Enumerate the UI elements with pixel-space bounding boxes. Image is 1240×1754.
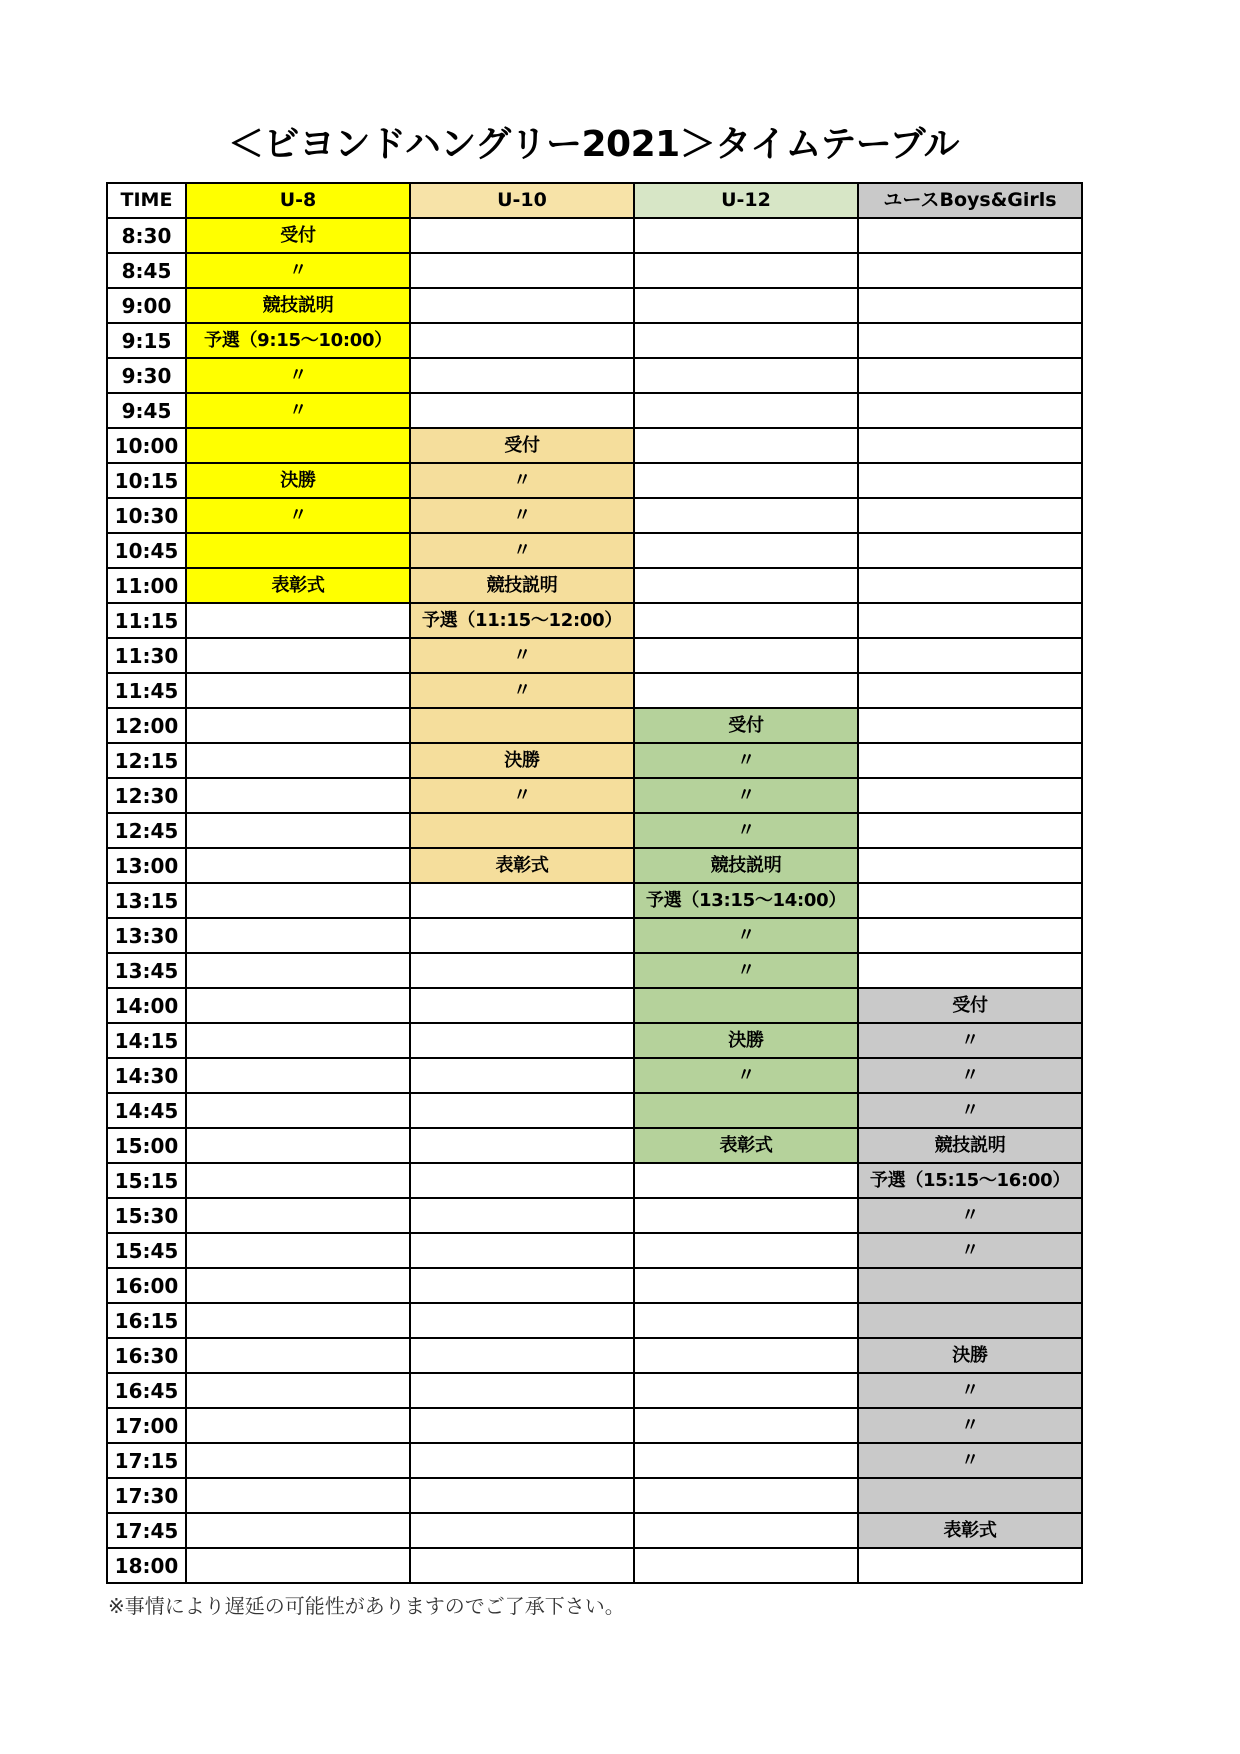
slot-cell-u12: 予選（13:15～14:00） [634,883,858,918]
slot-cell-u12: 表彰式 [634,1128,858,1163]
slot-cell-u10 [410,988,634,1023]
slot-cell-u8 [186,1303,410,1338]
slot-cell-u12 [634,1163,858,1198]
time-cell: 14:30 [107,1058,186,1093]
slot-cell-u10 [410,1338,634,1373]
slot-cell-u8: 競技説明 [186,288,410,323]
time-cell: 13:45 [107,953,186,988]
table-row [107,253,1082,288]
slot-cell-u12: 〃 [634,813,858,848]
slot-cell-youth: 〃 [858,1373,1082,1408]
table-row [107,883,1082,918]
time-cell: 11:30 [107,638,186,673]
table-row [107,1128,1082,1163]
time-cell: 14:45 [107,1093,186,1128]
slot-cell-u12 [634,1548,858,1583]
header-row [107,183,1082,218]
time-cell: 9:00 [107,288,186,323]
slot-cell-u12: 〃 [634,743,858,778]
slot-cell-u8 [186,953,410,988]
table-row [107,1093,1082,1128]
table-row [107,1478,1082,1513]
table-row [107,673,1082,708]
slot-cell-youth: 表彰式 [858,1513,1082,1548]
slot-cell-u8 [186,533,410,568]
slot-cell-u10 [410,1163,634,1198]
slot-cell-u10 [410,218,634,253]
slot-cell-youth [858,743,1082,778]
time-cell: 15:45 [107,1233,186,1268]
footnote: ※事情により遅延の可能性がありますのでご了承下さい。 [108,1594,625,1618]
slot-cell-u12: 〃 [634,778,858,813]
slot-cell-u10 [410,1023,634,1058]
slot-cell-u10 [410,1443,634,1478]
time-cell: 17:00 [107,1408,186,1443]
slot-cell-u10 [410,1408,634,1443]
slot-cell-youth: 予選（15:15～16:00） [858,1163,1082,1198]
slot-cell-u8 [186,918,410,953]
slot-cell-u12 [634,1478,858,1513]
table-row [107,848,1082,883]
time-cell: 15:30 [107,1198,186,1233]
slot-cell-u10 [410,953,634,988]
slot-cell-u8 [186,1058,410,1093]
slot-cell-youth: 〃 [858,1058,1082,1093]
slot-cell-youth [858,708,1082,743]
time-cell: 9:45 [107,393,186,428]
table-row [107,1233,1082,1268]
slot-cell-u10: 〃 [410,673,634,708]
slot-cell-u8 [186,708,410,743]
slot-cell-u10: 受付 [410,428,634,463]
slot-cell-u8 [186,1128,410,1163]
slot-cell-u8 [186,1268,410,1303]
slot-cell-u8 [186,848,410,883]
slot-cell-u12 [634,1443,858,1478]
slot-cell-youth [858,848,1082,883]
slot-cell-u12 [634,1373,858,1408]
table-row [107,1373,1082,1408]
slot-cell-u8: 〃 [186,498,410,533]
slot-cell-u10 [410,1373,634,1408]
table-row [107,1163,1082,1198]
slot-cell-u8: 受付 [186,218,410,253]
slot-cell-u10 [410,1128,634,1163]
slot-cell-u12 [634,288,858,323]
slot-cell-u12 [634,568,858,603]
table-row [107,813,1082,848]
slot-cell-u8 [186,428,410,463]
time-cell: 15:15 [107,1163,186,1198]
time-cell: 9:15 [107,323,186,358]
slot-cell-youth: 競技説明 [858,1128,1082,1163]
slot-cell-u12 [634,323,858,358]
table-row [107,358,1082,393]
slot-cell-u10 [410,253,634,288]
table-row [107,568,1082,603]
time-cell: 10:45 [107,533,186,568]
slot-cell-u8 [186,1373,410,1408]
slot-cell-u12 [634,533,858,568]
slot-cell-u8: 〃 [186,253,410,288]
slot-cell-u12 [634,253,858,288]
time-cell: 11:15 [107,603,186,638]
slot-cell-u12 [634,1513,858,1548]
slot-cell-youth [858,1478,1082,1513]
slot-cell-u8 [186,1513,410,1548]
slot-cell-u10 [410,813,634,848]
table-row [107,953,1082,988]
time-cell: 17:15 [107,1443,186,1478]
table-row [107,498,1082,533]
slot-cell-u10: 競技説明 [410,568,634,603]
slot-cell-u10 [410,918,634,953]
slot-cell-u10 [410,1093,634,1128]
slot-cell-u12 [634,1338,858,1373]
slot-cell-youth [858,673,1082,708]
slot-cell-u12 [634,673,858,708]
slot-cell-u10 [410,1268,634,1303]
slot-cell-youth [858,918,1082,953]
slot-cell-youth: 〃 [858,1198,1082,1233]
table-row [107,218,1082,253]
table-row [107,1023,1082,1058]
time-cell: 14:00 [107,988,186,1023]
slot-cell-youth: 〃 [858,1443,1082,1478]
time-cell: 16:00 [107,1268,186,1303]
slot-cell-youth [858,428,1082,463]
slot-cell-u8 [186,673,410,708]
slot-cell-u10 [410,1478,634,1513]
slot-cell-u12 [634,358,858,393]
slot-cell-u12: 競技説明 [634,848,858,883]
slot-cell-u10: 〃 [410,533,634,568]
slot-cell-u10: 〃 [410,463,634,498]
slot-cell-youth [858,253,1082,288]
header-u10: U-10 [410,183,634,218]
time-cell: 16:15 [107,1303,186,1338]
slot-cell-u12 [634,988,858,1023]
slot-cell-youth [858,813,1082,848]
time-cell: 8:30 [107,218,186,253]
slot-cell-u8: 決勝 [186,463,410,498]
slot-cell-u8 [186,1443,410,1478]
header-time: TIME [107,183,186,218]
time-cell: 12:15 [107,743,186,778]
table-row [107,1443,1082,1478]
time-cell: 8:45 [107,253,186,288]
slot-cell-youth: 〃 [858,1408,1082,1443]
slot-cell-youth [858,218,1082,253]
slot-cell-u8 [186,743,410,778]
table-row [107,1198,1082,1233]
time-cell: 13:30 [107,918,186,953]
table-row [107,1303,1082,1338]
slot-cell-u12 [634,218,858,253]
time-cell: 12:00 [107,708,186,743]
slot-cell-u12 [634,1233,858,1268]
table-row [107,743,1082,778]
slot-cell-youth [858,883,1082,918]
slot-cell-u12 [634,1268,858,1303]
slot-cell-youth [858,568,1082,603]
table-row [107,428,1082,463]
slot-cell-u8 [186,1548,410,1583]
slot-cell-u12 [634,1198,858,1233]
slot-cell-u10 [410,883,634,918]
slot-cell-u10 [410,1198,634,1233]
slot-cell-u10: 〃 [410,638,634,673]
table-row [107,1548,1082,1583]
table-row [107,463,1082,498]
slot-cell-u12 [634,393,858,428]
schedule-body [107,218,1082,1583]
table-row [107,603,1082,638]
slot-cell-u10 [410,1058,634,1093]
slot-cell-youth [858,1268,1082,1303]
time-cell: 12:45 [107,813,186,848]
slot-cell-youth [858,603,1082,638]
slot-cell-u10 [410,393,634,428]
slot-cell-u8 [186,778,410,813]
time-cell: 10:15 [107,463,186,498]
slot-cell-u12 [634,1408,858,1443]
slot-cell-youth [858,323,1082,358]
time-cell: 17:45 [107,1513,186,1548]
page-title: ＜ビヨンドハングリー2021＞タイムテーブル [227,124,960,165]
slot-cell-youth [858,638,1082,673]
slot-cell-u10 [410,708,634,743]
table-row [107,778,1082,813]
slot-cell-u8 [186,988,410,1023]
slot-cell-u8: 予選（9:15～10:00） [186,323,410,358]
slot-cell-u8: 表彰式 [186,568,410,603]
slot-cell-u10 [410,1233,634,1268]
slot-cell-youth [858,288,1082,323]
slot-cell-u10 [410,1303,634,1338]
slot-cell-u12 [634,1303,858,1338]
slot-cell-u10 [410,323,634,358]
slot-cell-youth: 〃 [858,1093,1082,1128]
slot-cell-u10 [410,288,634,323]
slot-cell-u8: 〃 [186,358,410,393]
table-row [107,288,1082,323]
slot-cell-u8 [186,813,410,848]
table-row [107,1408,1082,1443]
time-cell: 14:15 [107,1023,186,1058]
slot-cell-youth: 決勝 [858,1338,1082,1373]
slot-cell-youth [858,1303,1082,1338]
table-row [107,1058,1082,1093]
slot-cell-u10 [410,1548,634,1583]
time-cell: 11:00 [107,568,186,603]
table-row [107,918,1082,953]
slot-cell-u8 [186,1093,410,1128]
slot-cell-u12 [634,638,858,673]
slot-cell-u10 [410,358,634,393]
table-row [107,393,1082,428]
slot-cell-u12 [634,428,858,463]
slot-cell-u8 [186,883,410,918]
slot-cell-u8 [186,1478,410,1513]
slot-cell-u8 [186,1233,410,1268]
slot-cell-u10: 予選（11:15～12:00） [410,603,634,638]
time-cell: 13:00 [107,848,186,883]
time-cell: 16:45 [107,1373,186,1408]
slot-cell-youth: 〃 [858,1023,1082,1058]
table-row [107,988,1082,1023]
slot-cell-youth [858,358,1082,393]
slot-cell-u12: 〃 [634,1058,858,1093]
slot-cell-u8 [186,638,410,673]
slot-cell-u12: 受付 [634,708,858,743]
table-row [107,1338,1082,1373]
slot-cell-youth [858,498,1082,533]
time-cell: 17:30 [107,1478,186,1513]
slot-cell-youth [858,778,1082,813]
slot-cell-u8 [186,1023,410,1058]
slot-cell-u12: 〃 [634,953,858,988]
slot-cell-u8 [186,1198,410,1233]
slot-cell-u10: 〃 [410,778,634,813]
slot-cell-u10: 〃 [410,498,634,533]
slot-cell-youth [858,953,1082,988]
slot-cell-u8: 〃 [186,393,410,428]
time-cell: 18:00 [107,1548,186,1583]
slot-cell-youth [858,1548,1082,1583]
table-row [107,1268,1082,1303]
time-cell: 16:30 [107,1338,186,1373]
time-cell: 10:30 [107,498,186,533]
slot-cell-u10: 表彰式 [410,848,634,883]
slot-cell-u8 [186,1338,410,1373]
time-cell: 13:15 [107,883,186,918]
time-cell: 15:00 [107,1128,186,1163]
slot-cell-u10: 決勝 [410,743,634,778]
slot-cell-u12 [634,463,858,498]
slot-cell-u12 [634,498,858,533]
slot-cell-u12: 〃 [634,918,858,953]
table-row [107,323,1082,358]
slot-cell-u10 [410,1513,634,1548]
time-cell: 10:00 [107,428,186,463]
table-row [107,708,1082,743]
table-row [107,1513,1082,1548]
table-row [107,638,1082,673]
slot-cell-youth: 〃 [858,1233,1082,1268]
time-cell: 12:30 [107,778,186,813]
slot-cell-u12: 決勝 [634,1023,858,1058]
slot-cell-u8 [186,1408,410,1443]
slot-cell-youth [858,393,1082,428]
slot-cell-youth [858,463,1082,498]
slot-cell-youth: 受付 [858,988,1082,1023]
slot-cell-youth [858,533,1082,568]
time-cell: 11:45 [107,673,186,708]
time-cell: 9:30 [107,358,186,393]
timetable [106,182,1083,1584]
slot-cell-u12 [634,1093,858,1128]
header-u12: U-12 [634,183,858,218]
header-u8: U-8 [186,183,410,218]
table-row [107,533,1082,568]
header-youth: ユースBoys&Girls [858,183,1082,218]
slot-cell-u12 [634,603,858,638]
slot-cell-u8 [186,1163,410,1198]
slot-cell-u8 [186,603,410,638]
